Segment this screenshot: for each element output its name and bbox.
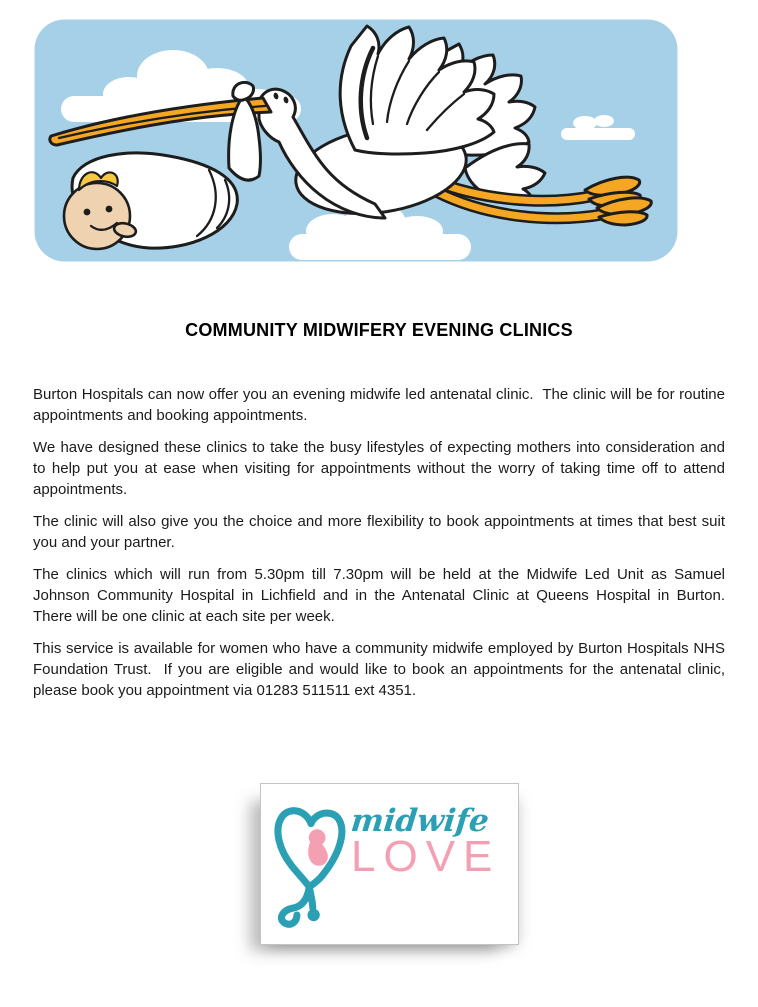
fetus-icon [308, 829, 328, 866]
paragraph-flexibility: The clinic will also give you the choice and more flexibility to book appointments at times that best suit you and your partner. [33, 513, 730, 551]
body-text [33, 384, 734, 712]
logo-word-midwife: midwife [349, 803, 491, 839]
paragraph-locations: The clinics which will run from 5.30pm till 7.30pm will be held at the Midwife Led Unit as Samuel Johnson Community Hospital in Lichfield and in the Antenatal Clinic at Queens Hospital in Burton. There will be one clinic at each site per week. [33, 566, 734, 625]
stork-illustration-svg [33, 18, 679, 263]
paragraph-booking: This service is available for women who have a community midwife employed by Burton Hospitals NHS Foundation Trust. If you are eligible and would like to book an appointments for the antenatal clinic, please book you appointment via 01283 511511 ext 4351. [33, 640, 730, 699]
logo-word-love: LOVE [351, 832, 501, 881]
midwife-love-logo [260, 783, 519, 945]
logo-wordmark [351, 804, 516, 880]
heart-stethoscope-icon [267, 792, 355, 936]
paragraph-intro: Burton Hospitals can now offer you an evening midwife led antenatal clinic. The clinic will be for routine appointments and booking appointments. [33, 386, 730, 424]
page-title: COMMUNITY MIDWIFERY EVENING CLINICS [185, 320, 573, 341]
stork-illustration [33, 18, 679, 263]
paragraph-design: We have designed these clinics to take the busy lifestyles of expecting mothers into consideration and to help put you at ease when visiting for appointments without the worry of taking time off to attend appointments. [33, 439, 730, 498]
